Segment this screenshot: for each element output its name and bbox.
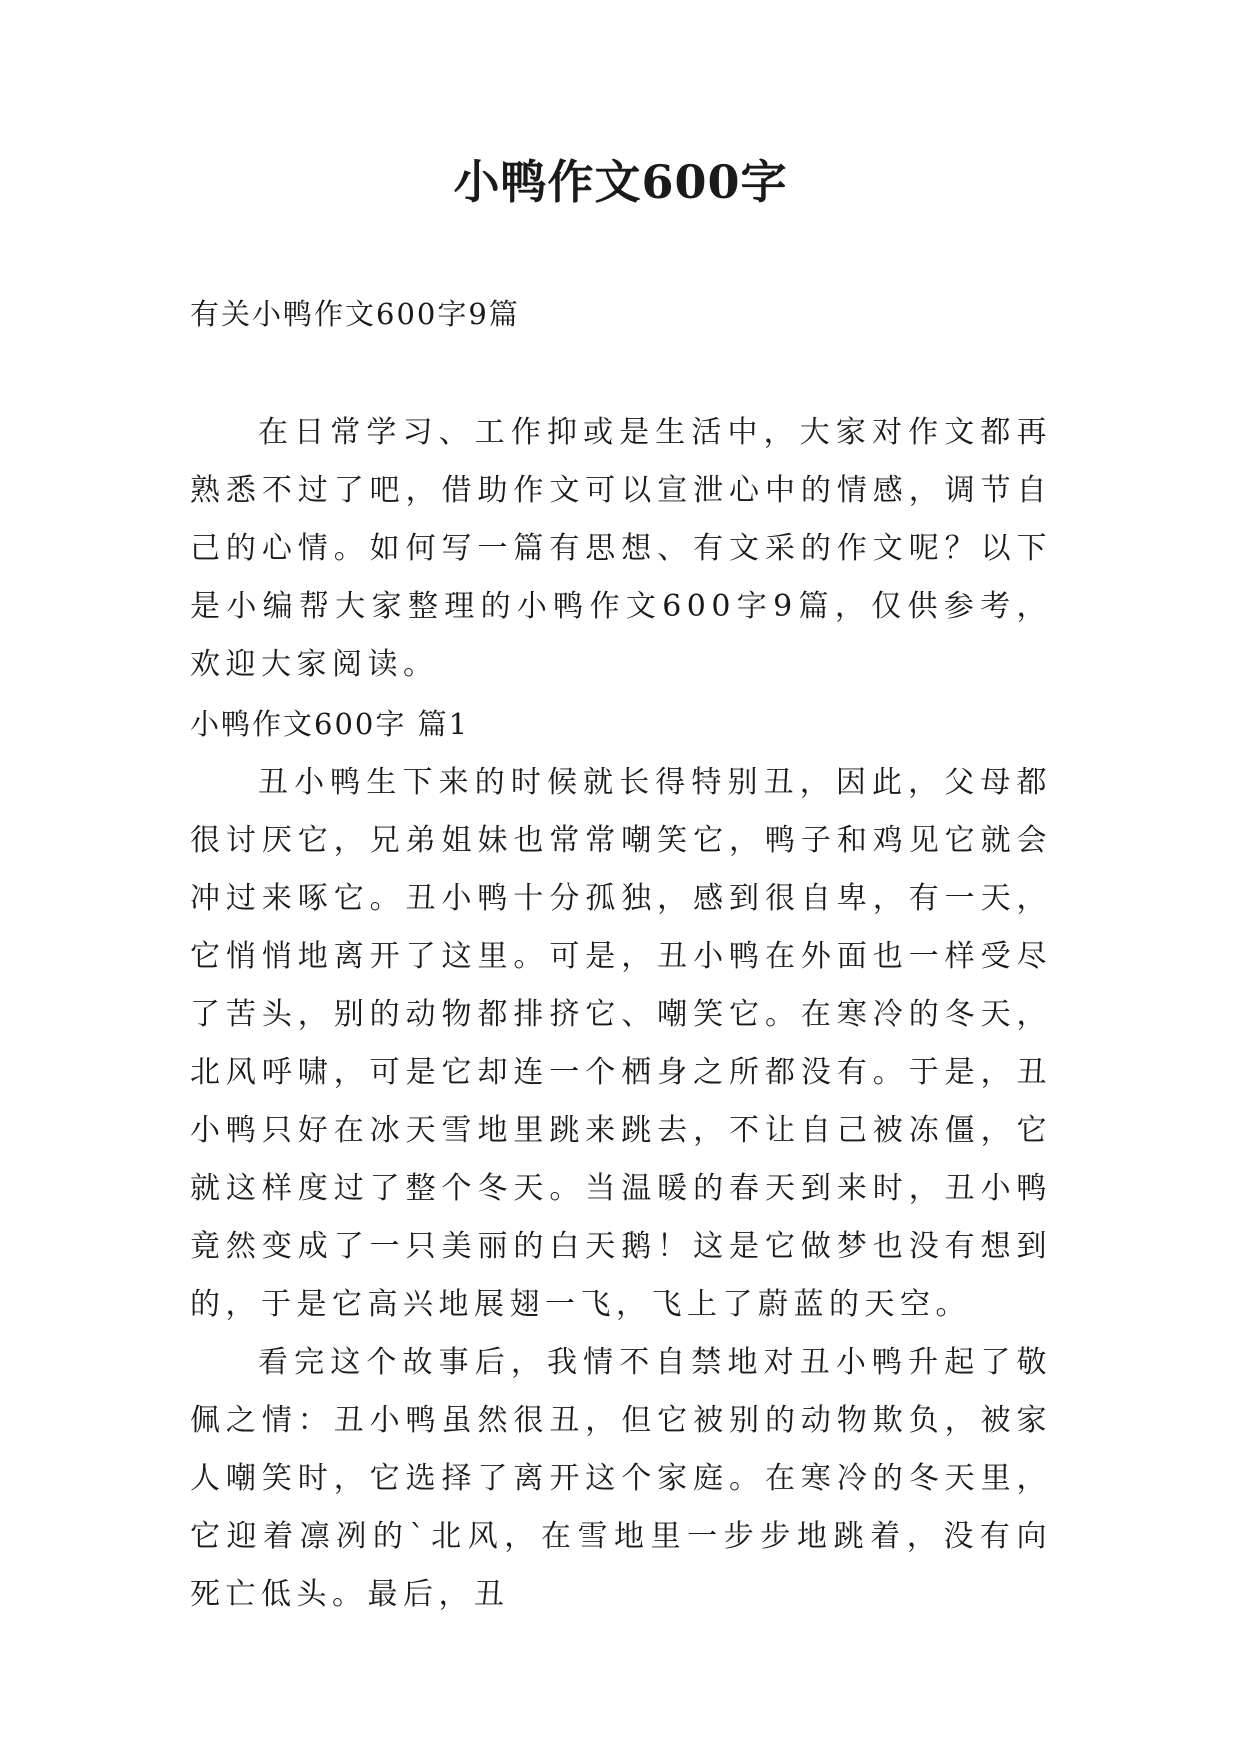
page-title: 小鸭作文600字: [453, 155, 788, 209]
body-paragraph: 看完这个故事后，我情不自禁地对丑小鸭升起了敬佩之情：丑小鸭虽然很丑，但它被别的动物欺负，被家人嘲笑时，它选择了离开这个家庭。在寒冷的冬天里，它迎着凛冽的`北风，在雪地里一步步地跳着，没有向死亡低头。最后，丑: [190, 1345, 1052, 1612]
intro-paragraph: 在日常学习、工作抑或是生活中，大家对作文都再熟悉不过了吧，借助作文可以宣泄心中的情感，调节自己的心情。如何写一篇有思想、有文采的作文呢？以下是小编帮大家整理的小鸭作文600字9篇，仅供参考，欢迎大家阅读。: [190, 415, 1052, 682]
body-paragraph: 丑小鸭生下来的时候就长得特别丑，因此，父母都很讨厌它，兄弟姐妹也常常嘲笑它，鸭子和鸡见它就会冲过来啄它。丑小鸭十分孤独，感到很自卑，有一天，它悄悄地离开了这里。可是，丑小鸭在外面也一样受尽了苦头，别的动物都排挤它、嘲笑它。在寒冷的冬天，北风呼啸，可是它却连一个栖身之所都没有。于是，丑小鸭只好在冰天雪地里跳来跳去，不让自己被冻僵，它就这样度过了整个冬天。当温暖的春天到来时，丑小鸭竟然变成了一只美丽的白天鹅！这是它做梦也没有想到的，于是它高兴地展翅一飞，飞上了蔚蓝的天空。: [190, 765, 1052, 1322]
document-subtitle: 有关小鸭作文600字9篇: [190, 297, 520, 331]
section-heading: 小鸭作文600字 篇1: [190, 707, 470, 741]
